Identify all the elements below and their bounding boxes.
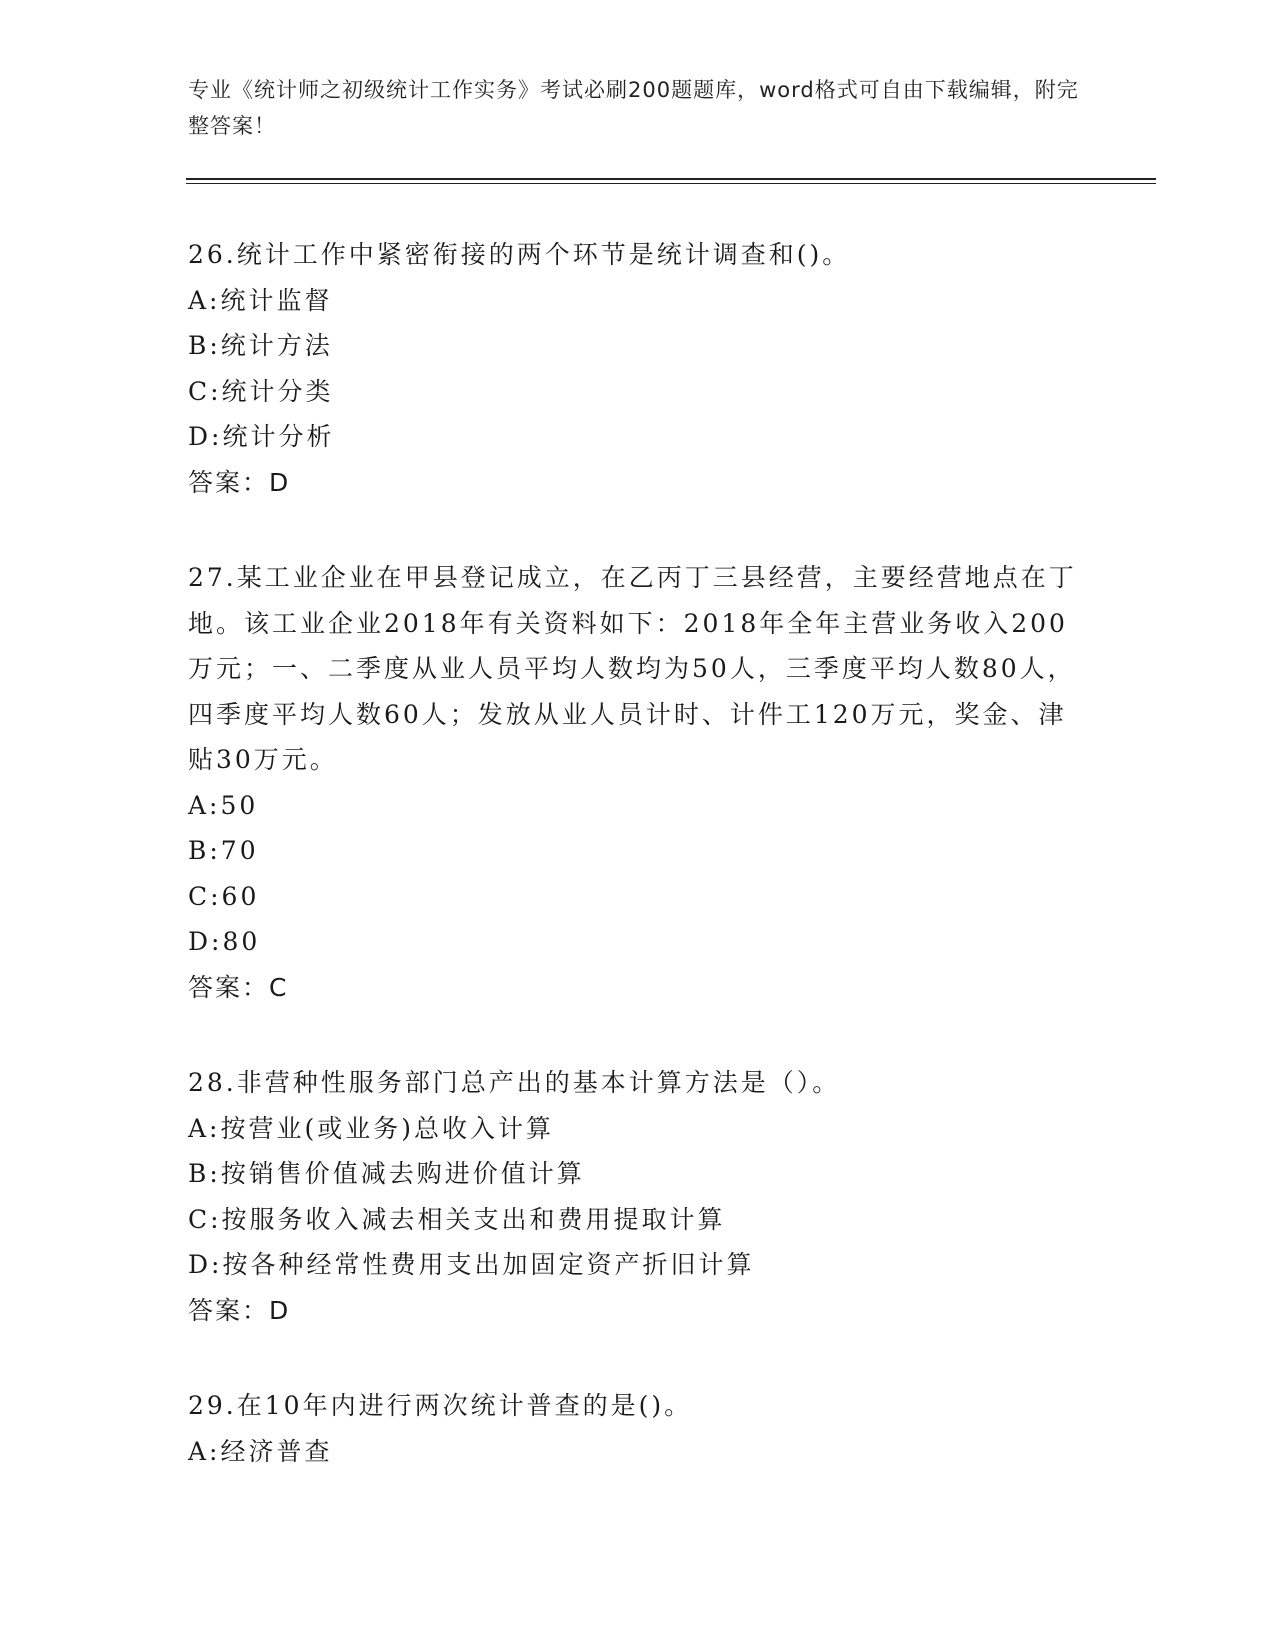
header-rule-thick (186, 178, 1156, 180)
question-stem: 26.统计工作中紧密衔接的两个环节是统计调查和()。 (188, 240, 851, 269)
option-a: A:50 (188, 790, 259, 820)
option-d: D:80 (188, 927, 261, 956)
header-rule-thin (186, 183, 1156, 184)
question-29 (188, 1383, 1088, 1474)
option-a: A:统计监督 (188, 285, 333, 315)
answer-line: 答案：C (188, 972, 289, 1002)
option-c: C:统计分类 (188, 376, 334, 406)
option-c: C:60 (188, 881, 260, 911)
option-a: A:按营业(或业务)总收入计算 (188, 1113, 554, 1143)
question-stem: 27.某工业企业在甲县登记成立，在乙丙丁三县经营，主要经营地点在丁地。该工业企业2018年有关资料如下：2018年全年主营业务收入200万元；一、二季度从业人员平均人数均为50人，三季度平均人数80人，四季度平均人数60人；发放从业人员计时、计件工120万元，奖金、津贴30万元。 (188, 563, 1077, 774)
answer-line: 答案：D (188, 1295, 291, 1325)
answer-line: 答案：D (188, 467, 291, 497)
option-d: D:按各种经常性费用支出加固定资产折旧计算 (188, 1250, 755, 1279)
question-list (188, 232, 1088, 1524)
question-26 (188, 232, 1088, 505)
question-stem: 29.在10年内进行两次统计普查的是()。 (188, 1391, 693, 1420)
option-b: B:按销售价值减去购进价值计算 (188, 1159, 585, 1188)
question-stem: 28.非营种性服务部门总产出的基本计算方法是（）。 (188, 1068, 841, 1097)
document-header: 专业《统计师之初级统计工作实务》考试必刷200题题库，word格式可自由下载编辑，附完整答案！ (188, 78, 1079, 138)
question-28 (188, 1060, 1088, 1333)
question-27 (188, 555, 1088, 1010)
option-b: B:70 (188, 836, 259, 865)
option-a: A:经济普查 (188, 1436, 333, 1466)
option-b: B:统计方法 (188, 331, 333, 360)
option-c: C:按服务收入减去相关支出和费用提取计算 (188, 1204, 726, 1234)
option-d: D:统计分析 (188, 422, 335, 451)
